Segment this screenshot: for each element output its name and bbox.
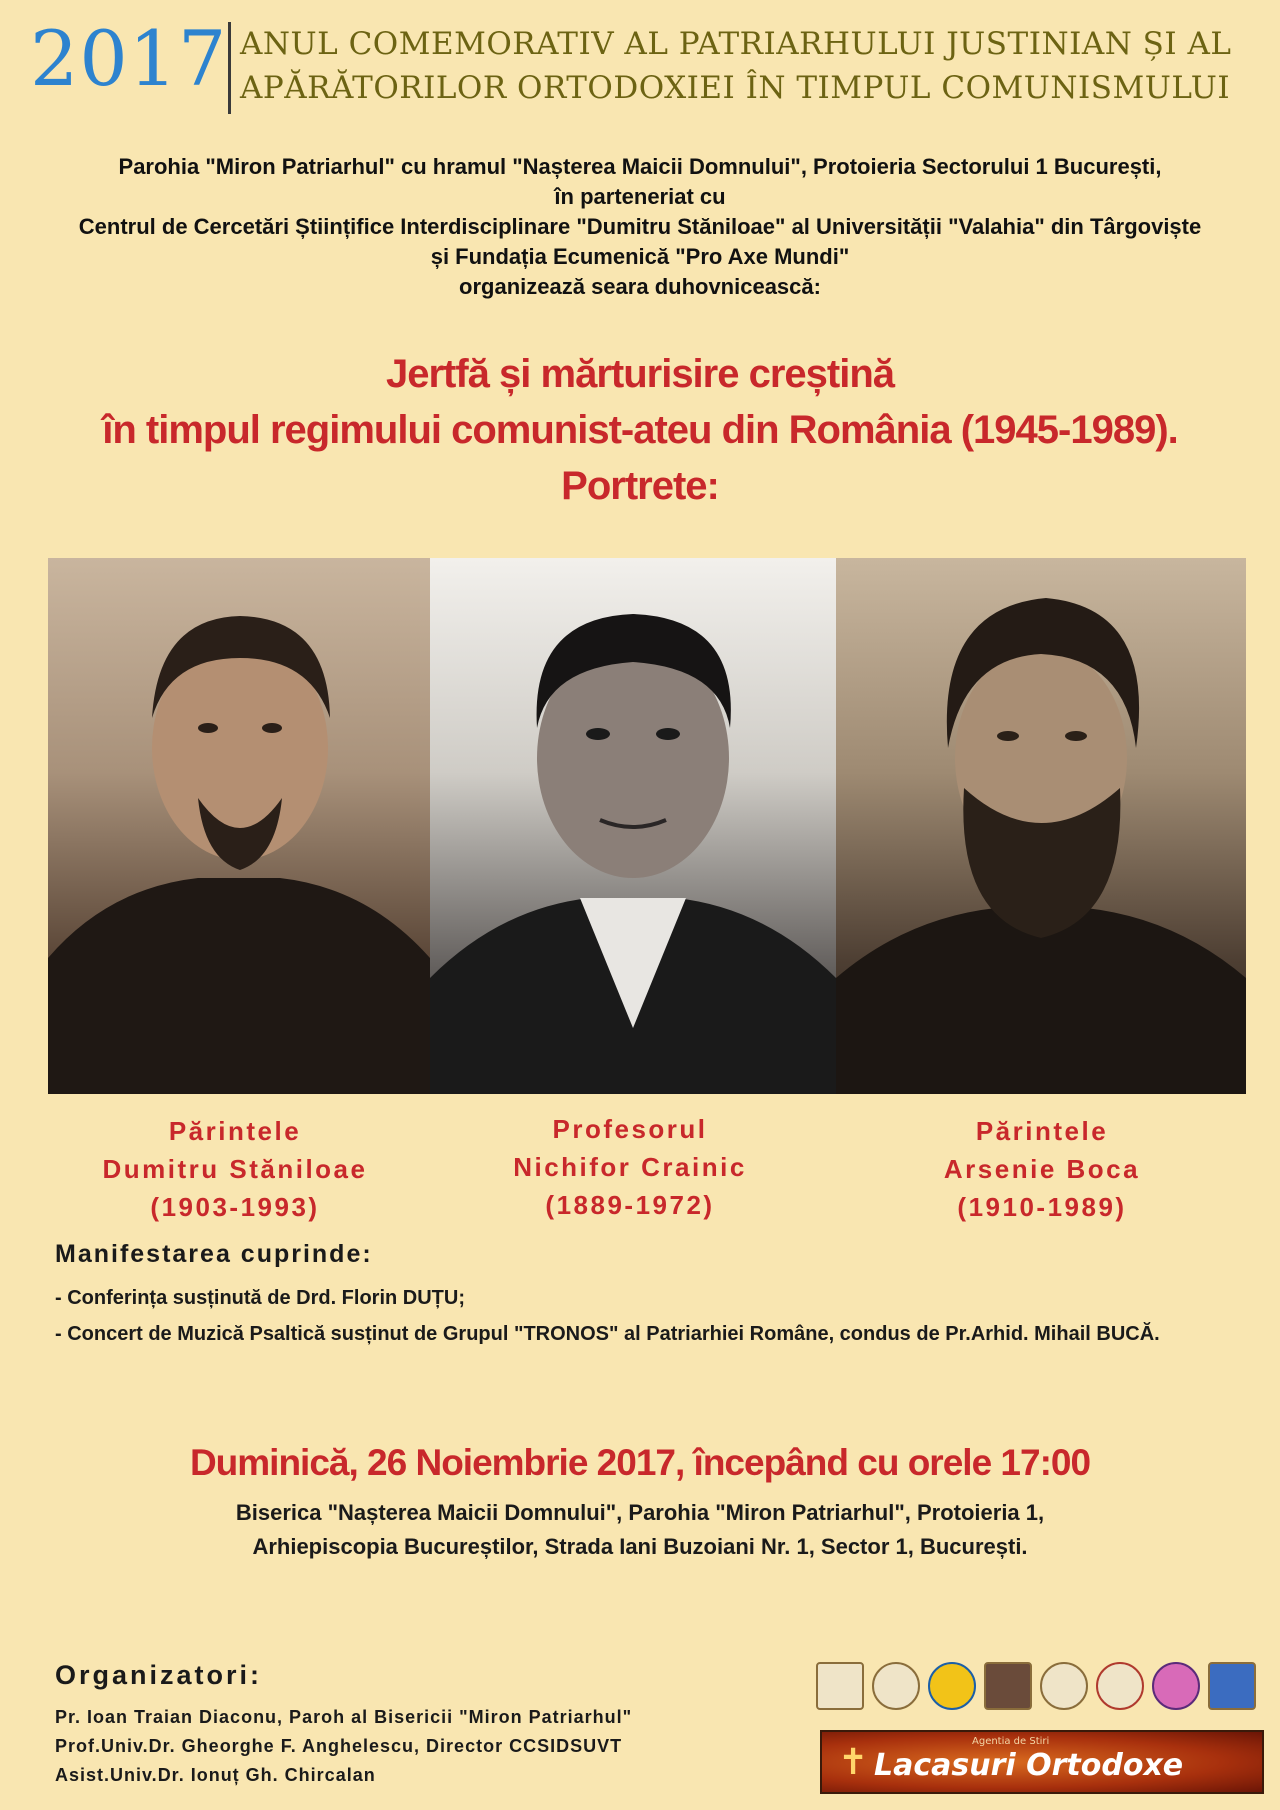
portrait-crainic: [430, 558, 836, 1094]
header-divider: [228, 22, 231, 114]
event-date: Duminică, 26 Noiembrie 2017, începând cu orele 17:00: [189, 1442, 1091, 1483]
portrait-strip: [48, 558, 1246, 1094]
church-building-logo: [872, 1662, 920, 1710]
caption-years: (1903-1993): [150, 1192, 320, 1222]
organizers-heading: Organizatori:: [55, 1660, 263, 1690]
caption-title: Profesorul: [552, 1114, 708, 1144]
caption-name: Nichifor Crainic: [513, 1152, 747, 1182]
portrait-silhouette-2: [430, 558, 836, 1094]
intro-line-4: și Fundația Ecumenică "Pro Axe Mundi": [430, 244, 850, 269]
program-item: - Conferința susținută de Drd. Florin DUȚU;: [55, 1287, 465, 1309]
cross-seal-logo: [1096, 1662, 1144, 1710]
organizer-name: Prof.Univ.Dr. Gheorghe F. Anghelescu, Director CCSIDSUVT: [55, 1736, 623, 1756]
caption-years: (1910-1989): [957, 1192, 1127, 1222]
sponsor-name: Lacasuri Ortodoxe: [874, 1748, 1184, 1783]
year: 2017: [30, 14, 228, 103]
sponsor-banner: [820, 1730, 1264, 1794]
organizers-list: [55, 1703, 632, 1790]
program-item: - Concert de Muzică Psaltică susținut de Grupul "TRONOS" al Patriarhiei Române, condus de Pr.Arhid. Mihail BUCĂ.: [55, 1323, 1160, 1345]
caption-boca: [862, 1112, 1222, 1226]
organizer-name: Pr. Ioan Traian Diaconu, Paroh al Bisericii "Miron Patriarhul": [55, 1707, 633, 1727]
caption-title: Părintele: [168, 1116, 302, 1146]
intro-line-2: în parteneriat cu: [554, 184, 726, 209]
patriarchate-crest-logo: [816, 1662, 864, 1710]
caption-staniloae: [55, 1112, 415, 1226]
seal-logo: [1040, 1662, 1088, 1710]
event-title-line-3: Portrete:: [561, 464, 719, 508]
caption-name: Dumitru Stăniloae: [102, 1154, 368, 1184]
intro-line-5: organizează seara duhovnicească:: [459, 274, 821, 299]
partner-logos: [816, 1662, 1266, 1712]
intro-line-3: Centrul de Cercetări Științifice Interdisciplinare "Dumitru Stăniloae" al Universității "Valahia" din Târgoviște: [78, 214, 1202, 239]
organizer-name: Asist.Univ.Dr. Ionuț Gh. Chircalan: [55, 1765, 376, 1785]
cross-icon: ✝: [838, 1742, 869, 1783]
program-list: [55, 1280, 1275, 1352]
portrait-silhouette-1: [48, 558, 430, 1094]
intro-line-1: Parohia "Miron Patriarhul" cu hramul "Nașterea Maicii Domnului", Protoieria Sectorului 1 București,: [118, 154, 1162, 179]
header: [0, 0, 1280, 130]
intro-block: [0, 152, 1280, 302]
title-line-1: ANUL COMEMORATIV AL PATRIARHULUI JUSTINIAN ȘI AL: [240, 26, 1232, 62]
title-line-2: APĂRĂTORILOR ORTODOXIEI ÎN TIMPUL COMUNISMULUI: [240, 70, 1231, 106]
sponsor-small-text: Agentia de Stiri: [972, 1736, 1050, 1747]
caption-years: (1889-1972): [545, 1190, 715, 1220]
portrait-boca: [836, 558, 1246, 1094]
commemorative-year-title: [240, 22, 1270, 110]
event-title-line-2: în timpul regimului comunist-ateu din România (1945-1989).: [102, 408, 1178, 452]
event-address: [0, 1496, 1280, 1564]
caption-name: Arsenie Boca: [943, 1154, 1141, 1184]
program-heading: Manifestarea cuprinde:: [55, 1240, 373, 1268]
foundation-logo: [1152, 1662, 1200, 1710]
research-center-logo: [984, 1662, 1032, 1710]
portrait-silhouette-3: [836, 558, 1246, 1094]
university-logo: [928, 1662, 976, 1710]
caption-title: Părintele: [975, 1116, 1109, 1146]
address-line-1: Biserica "Nașterea Maicii Domnului", Parohia "Miron Patriarhul", Protoieria 1,: [235, 1500, 1045, 1525]
portrait-staniloae: [48, 558, 430, 1094]
event-title: [0, 346, 1280, 514]
diocese-crest-logo: [1208, 1662, 1256, 1710]
event-title-line-1: Jertfă și mărturisire creștină: [385, 352, 895, 396]
caption-crainic: [450, 1110, 810, 1224]
address-line-2: Arhiepiscopia Bucureștilor, Strada Iani Buzoiani Nr. 1, Sector 1, București.: [252, 1534, 1028, 1559]
